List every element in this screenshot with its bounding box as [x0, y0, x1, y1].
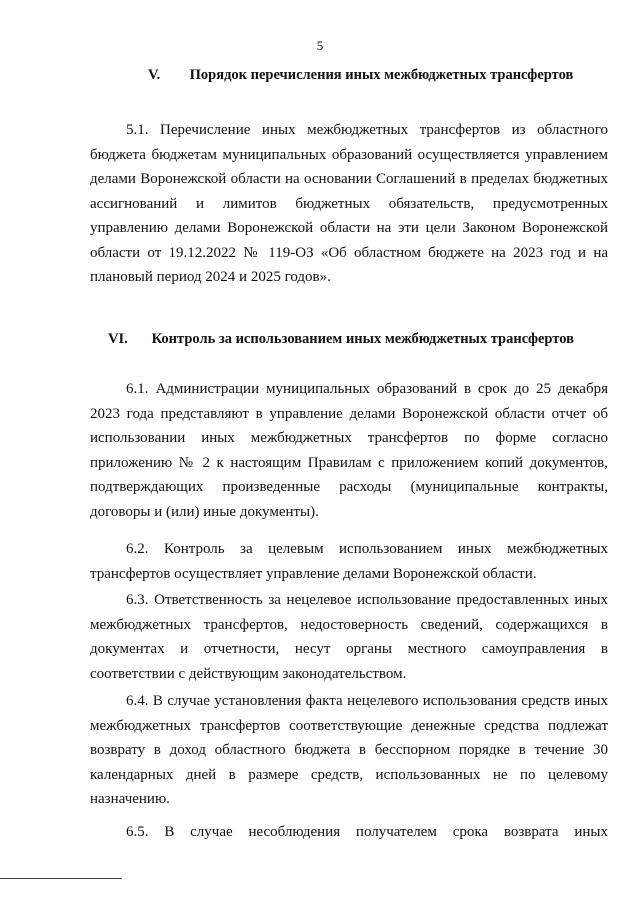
section-title: Порядок перечисления иных межбюджетных трансфертов	[189, 67, 574, 83]
section-heading-v	[148, 67, 573, 84]
section-numeral: V.	[148, 67, 161, 83]
paragraph-6-4: 6.4. В случае установления факта нецелевого использования средств иных межбюджетных трансфертов соответствующие денежные средства подлежат возврату в доход областного бюджета в бесспорном порядке в течение 30 календарных дней в размере средств, использованных не по целевому назначению.	[90, 693, 608, 807]
paragraph-6-2: 6.2. Контроль за целевым использованием иных межбюджетных трансфертов осуществляет управление делами Воронежской области.	[90, 541, 608, 582]
section-numeral: VI.	[108, 331, 128, 347]
section-heading-vi	[108, 331, 574, 348]
paragraph-5-1: 5.1. Перечисление иных межбюджетных трансфертов из областного бюджета бюджетам муниципальных образований осуществляется управлением делами Воронежской области на основании Соглашений в пределах бюджетных ассигнований и лимитов бюджетных обязательств, предусмотренных управлению делами Воронежской области на эти цели Законом Воронежской области от 19.12.2022 № 119-ОЗ «Об областном бюджете на 2023 год и на плановый период 2024 и 2025 годов».	[90, 122, 608, 285]
section-title: Контроль за использованием иных межбюджетных трансфертов	[151, 331, 574, 347]
paragraph-6-5: 6.5. В случае несоблюдения получателем срока возврата иных	[126, 824, 608, 840]
footer-rule	[0, 878, 122, 879]
paragraph-6-1: 6.1. Администрации муниципальных образований в срок до 25 декабря 2023 года представляют в управление делами Воронежской области отчет об использовании иных межбюджетных трансфертов по форме согласно приложению № 2 к настоящим Правилам с приложением копий документов, подтверждающих произведенные расходы (муниципальные контракты, договоры и (или) иные документы).	[90, 381, 608, 520]
page-number: 5	[316, 38, 324, 53]
paragraph-6-3: 6.3. Ответственность за нецелевое использование предоставленных иных межбюджетных трансфертов, недостоверность сведений, содержащихся в документах и отчетности, несут органы местного самоуправления в соответствии с действующим законодательством.	[90, 592, 608, 682]
